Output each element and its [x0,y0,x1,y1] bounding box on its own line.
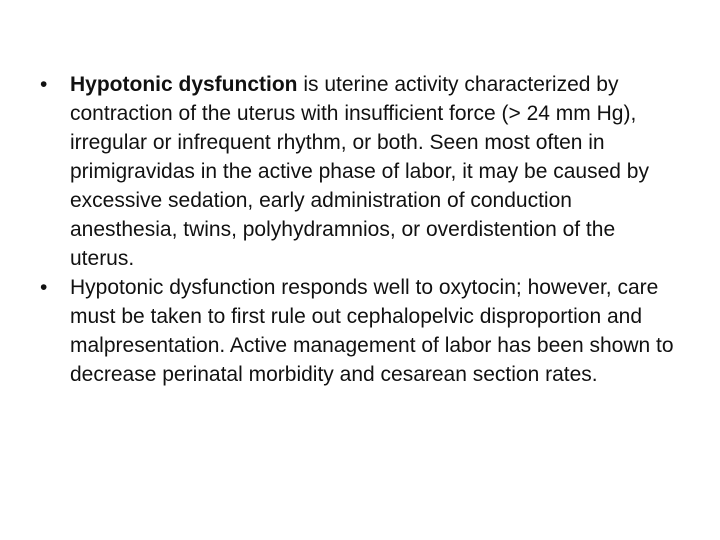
bullet-item-hypotonic-treatment [40,273,680,389]
bullet-text: Hypotonic dysfunction responds well to oxytocin; however, care must be taken to first rule out cephalopelvic disproportion and malpresentation. Active management of labor has been shown to decrease perinatal morbidity and cesarean section rates. [70,276,674,386]
bullet-item-hypotonic-definition [40,70,680,273]
bullet-list [40,70,680,389]
bullet-dot-icon: • [40,276,48,299]
bullet-dot-icon: • [40,73,48,96]
bullet-text: is uterine activity characterized by contraction of the uterus with insufficient force (> 24 mm Hg), irregular or infrequent rhythm, or both. Seen most often in primigravidas in the active phase of labor, it may be caused by excessive sedation, early administration of conduction anesthesia, twins, polyhydramnios, or overdistention of the uterus. [70,73,649,270]
bullet-term-bold: Hypotonic dysfunction [70,73,298,96]
